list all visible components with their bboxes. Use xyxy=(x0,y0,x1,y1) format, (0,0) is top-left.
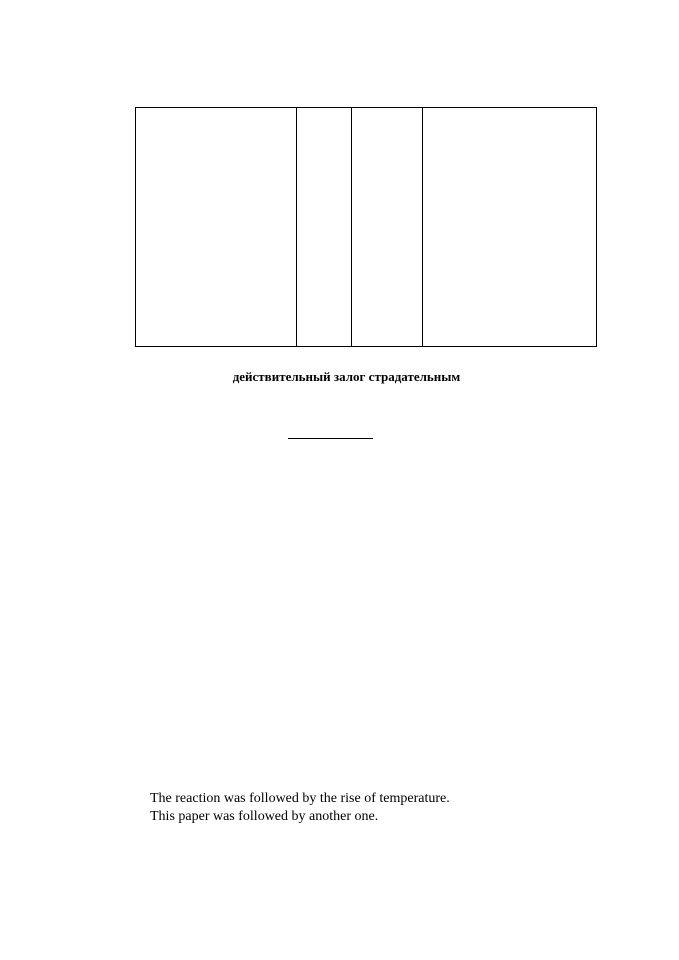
example-sentences xyxy=(150,790,450,826)
table-column-divider xyxy=(296,108,297,346)
empty-table xyxy=(135,107,597,347)
example-sentence: This paper was followed by another one. xyxy=(150,809,379,824)
table-column-divider xyxy=(351,108,352,346)
table-column-divider xyxy=(422,108,423,346)
example-sentence: The reaction was followed by the rise of temperature. xyxy=(150,791,450,806)
fill-in-blank-line xyxy=(288,438,373,439)
bold-caption: действительный залог страдательным xyxy=(232,369,461,384)
